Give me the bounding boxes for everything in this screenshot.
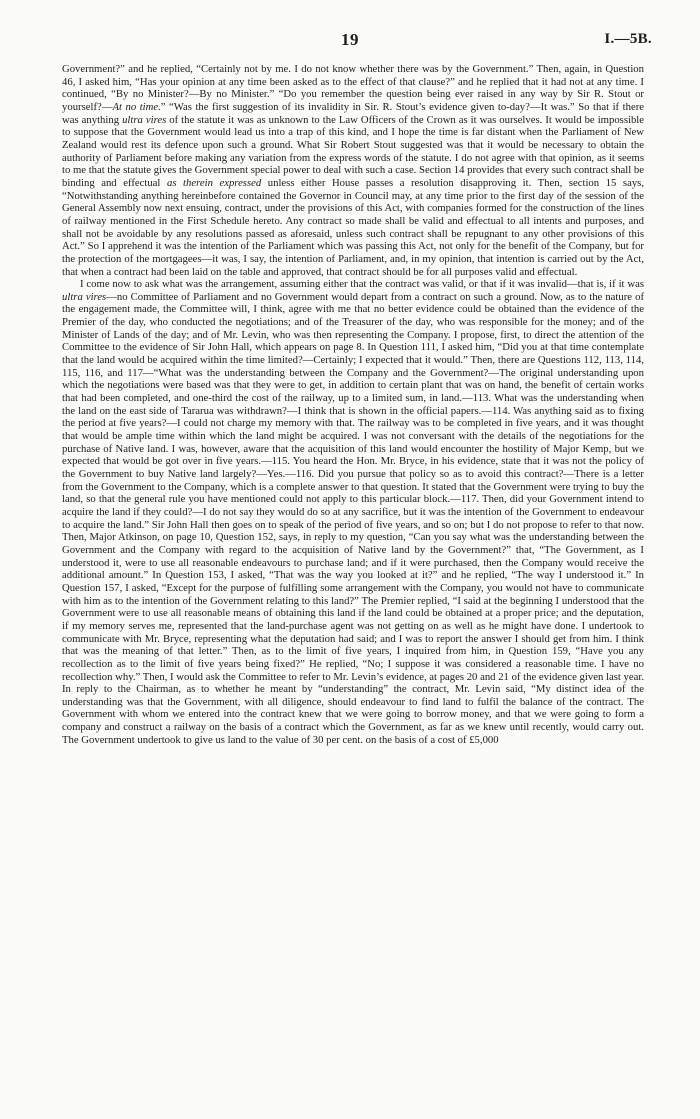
text-run: I come now to ask what was the arrangement, assuming either that the contract was valid, or that if it was invalid—that is, if it was bbox=[80, 278, 644, 291]
italic-text-run: ultra vires bbox=[122, 113, 167, 126]
paragraph-1 bbox=[62, 63, 644, 278]
italic-text-run: as therein expressed bbox=[166, 176, 262, 189]
body-text bbox=[62, 63, 644, 746]
text-run: unless either House passes a resolution disapproving it. Then, section 15 says, “Notwithstanding anything hereinbefore contained the Governor in Council may, at any time prior to the first day of the session of the General Assembly now next ensuing, contract, under the provisions of this Act, with companies formed for the construction of the lines of railway mentioned in the First Schedule hereto. Any contract so made shall be valid and effectual to all intents and purposes, and shall not be avoidable by any resolutions passed as aforesaid, unless such contract shall be repugnant to any other provisions of this Act.” So I apprehend it was the intention of the Parliament which was passing this Act, not only for the benefit of the Company, but for the protection of the mortgagees—it was, I say, the intention of Parliament, and, in my opinion, that intention is carried out by the Act, that when a contract had been laid on the table and approved, that contract should be for all purposes valid and effectual. bbox=[62, 176, 645, 278]
italic-text-run: ultra vires bbox=[62, 290, 107, 303]
page-number: 19 bbox=[341, 30, 359, 49]
text-run: Government?” and he replied, “Certainly not by me. I do not know whether there was by the Government.” Then, again, in Question 46, I asked him, “Has your opinion at any time been asked as to the effect of that clause?” and he replied that it had not at any time. I continued, “By no Minister?—By no Minister.” “Do you remember the question being ever raised in any way by Sir R. Stout or yourself?— bbox=[62, 63, 644, 113]
text-run: of the statute it was as unknown to the Law Officers of the Crown as it was ourselves. It would be impossible to suppose that the Government would lead us into a trap of this kind, and I hope the time is far distant when the Parliament of New Zealand would rest its defence upon such a ground. What Sir Robert Stout suggested was that it would be necessary to obtain the authority of Parliament before making any variation from the express words of the statute. I do not agree with that opinion, as it seems to me that the statute gives the Government special power to deal with such a case. Section 14 provides that every such contract shall be binding and effectual bbox=[62, 113, 645, 189]
italic-text-run: At no time. bbox=[112, 100, 161, 113]
page-header bbox=[0, 30, 700, 52]
page-reference: I.—5B. bbox=[604, 31, 652, 47]
text-run: —no Committee of Parliament and no Government would depart from a contract on such a ground. Now, as to the nature of the engagement made, the Committee will, I think, agree with me that no better evidence could be obtained than the evidence of the Premier of the day, who conducted the negotiations; and of the Treasurer of the day, who was responsible for the money; and of the Minister of Lands of the day; and of Mr. Levin, who was then representing the Company. I propose, first, to direct the attention of the Committee to the evidence of Sir John Hall, which appears on page 8. In Question 111, I asked him, “Did you at that time contemplate that the land would be acquired within the time limited?—Certainly; I expected that it would.” Then, there are Questions 112, 113, 114, 115, 116, and 117—“What was the understanding between the Company and the Government?—The original understanding upon which the negotiations were based was that they were to get, in addition to certain plant that was on hand, the benefit of certain works that had been completed, and one-third the cost of the railway, up to a limited sum, in land.—113. What was the understanding when the land on the east side of Tararua was withdrawn?—I think that is shown in the official papers.—114. Was anything said as to fixing the period at five years?—I could not charge my memory with that. The railway was to be completed in five years, and it was thought that would be ample time within which the land might be acquired. I was not conversant with the details of the negotiations for the purchase of Native land. I was, however, aware that the acquisition of this land would encounter the hostility of Major Kemp, but we expected that would be got over in five years.—115. You heard the Hon. Mr. Bryce, in his evidence, state that it was not the policy of the Government to buy Native land largely?—Yes.—116. Did you pursue that policy so as to avoid this contract?—There is a letter from the Government to the Company, which is a complete answer to that question. It stated that the Government were trying to buy the land, so that the general rule you have mentioned could not apply to this particular block.—117. Then, did your Government intend to acquire the land if they could?—I do not say they would do so at any sacrifice, but it was the intention of the Government to endeavour to acquire the land.” Sir John Hall then goes on to speak of the period of five years, and so on; but I do not propose to refer to that now. Then, Major Atkinson, on page 10, Question 152, says, in reply to my question, “Can you say what was the understanding between the Government and the Company with regard to the acquisition of Native land by the Government?” that, “The Government, as I understood it, were to use all reasonable endeavours to purchase land; and if it were purchased, then the Company would receive the additional amount.” In Question 153, I asked, “That was the way you looked at it?” and he replied, “The way I understood it.” In Question 157, I asked, “Except for the purpose of fulfilling some arrangement with the Company, you would not have to communicate with him as to the intention of the Government relating to this land?” The Premier replied, “I said at the beginning I understood that the Government were to use all reasonable means of obtaining this land if the land could be obtained at a proper price; and the deputation, if my memory serves me, represented that the land-purchase agent was not getting on as well as he might have done. I undertook to communicate with Mr. Bryce, representing what the deputation had said; and I was to report the answer I should get from him. I think that was the meaning of that letter.” Then, as to the limit of five years, I inquired from him, in Question 159, “Have you any recollection as to the limit of five years being fixed?” He replied, “No; I suppose it was considered a reasonable time. I have no recollection why.” Then, I would ask the Committee to refer to Mr. Levin’s evidence, at pages 20 and 21 of the evidence given last year. In reply to the Chairman, as to whether he meant by “understanding” the contract, Mr. Levin said, “My distinct idea of the understanding was that the Government, with all diligence, should endeavour to find land to fulfil the balance of the contract. The Government with whom we entered into the contract knew that we were going to borrow money, and that we were going to form a company and construct a railway on the basis of a contract which the Government, as far as we knew until recently, would carry out. The Government undertook to give us land to the value of 30 per cent. on the basis of a cost of £5,000 bbox=[62, 290, 645, 746]
paragraph-2 bbox=[62, 278, 644, 746]
text-run: ” “Was the first suggestion of its invalidity in Sir. R. Stout’s evidence given to-day?—It was.” So that if there was anything bbox=[62, 100, 644, 126]
